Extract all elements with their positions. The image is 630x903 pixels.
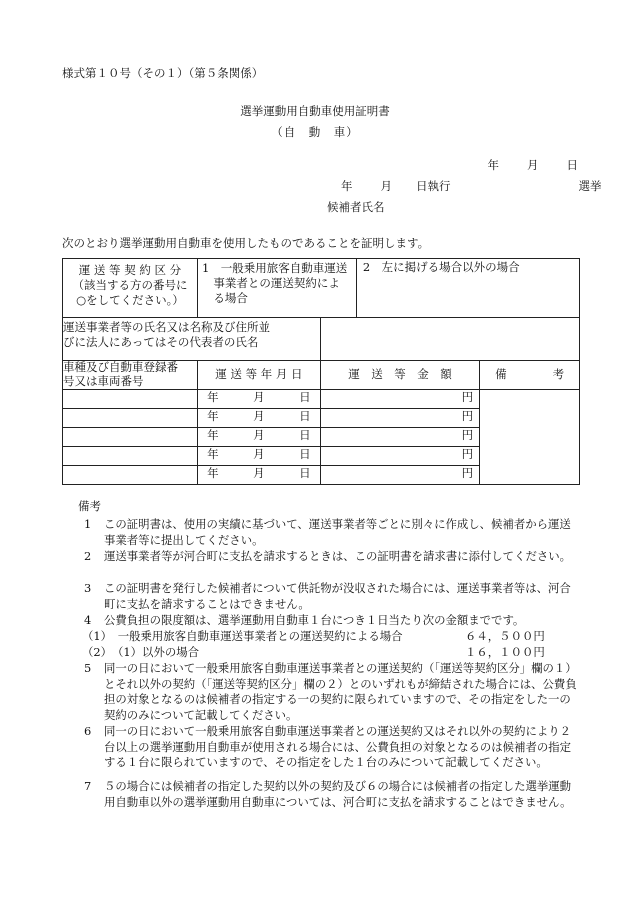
remarks-header: 備 考 bbox=[480, 361, 580, 390]
date-cell[interactable]: 年 月 日 bbox=[197, 389, 320, 408]
note-5: 5 同一の日において一般乗用旅客自動車運送事業者との運送契約（「運送等契約区分」欄の１）とそれ以外の契約（「運送等契約区分」欄の２）とのいずれもが締結された場合には、公費負担の対象となるのは候補者の指定する一の契約に限られていますので、その指定をした一の契約のみについて記載してください。 bbox=[84, 661, 577, 722]
note-1: 1 この証明書は、使用の実績に基づいて、運送事業者等ごとに別々に作成し、候補者から運送事業者等に提出してください。 bbox=[84, 517, 571, 547]
limit-1: （1） 一般乗用旅客自動車運送事業者との運送契約による場合 ６４，５００円 bbox=[82, 629, 545, 643]
election-execution-line bbox=[341, 179, 602, 194]
date-cell[interactable]: 年 月 日 bbox=[197, 446, 320, 465]
date-cell[interactable]: 年 月 日 bbox=[197, 465, 320, 484]
date-cell[interactable]: 年 月 日 bbox=[197, 427, 320, 446]
note-3: 3 この証明書を発行した候補者について供託物が没収された場合には、運送事業者等は、河合町に支払を請求することはできません。 bbox=[84, 581, 571, 611]
amount-cell[interactable]: 円 bbox=[320, 427, 479, 446]
contract-option-1[interactable]: 1 一般乗用旅客自動車運送 事業者との運送契約によ る場合 bbox=[197, 259, 356, 318]
amount-cell[interactable]: 円 bbox=[320, 465, 479, 484]
usage-table bbox=[62, 258, 580, 485]
date-day: 日 bbox=[566, 158, 578, 172]
amount-cell[interactable]: 円 bbox=[320, 389, 479, 408]
vehicle-cell[interactable] bbox=[63, 408, 198, 427]
amount-cell[interactable]: 円 bbox=[320, 408, 479, 427]
exec-year: 年 bbox=[341, 179, 353, 193]
vehicle-cell[interactable] bbox=[63, 446, 198, 465]
issue-date-line bbox=[488, 158, 579, 173]
remarks-cell[interactable] bbox=[480, 389, 580, 484]
date-cell[interactable]: 年 月 日 bbox=[197, 408, 320, 427]
vehicle-cell[interactable] bbox=[63, 427, 198, 446]
exec-month: 月 bbox=[380, 179, 392, 193]
date-year: 年 bbox=[487, 158, 499, 172]
limit-2: （2） （1）以外の場合 １６，１００円 bbox=[82, 645, 545, 659]
date-month: 月 bbox=[527, 158, 539, 172]
exec-day: 日執行 bbox=[416, 179, 451, 193]
notes-title: 備考 bbox=[78, 499, 101, 513]
note-2: 2 運送事業者等が河合町に支払を請求するときは、この証明書を請求書に添付してください。 bbox=[84, 549, 572, 563]
vehicle-cell[interactable] bbox=[63, 465, 198, 484]
contract-option-2[interactable]: 2 左に掲げる場合以外の場合 bbox=[356, 259, 579, 318]
note-7: 7 ５の場合には候補者の指定した契約以外の契約及び６の場合には候補者の指定した選挙運動用自動車以外の選挙運動用自動車については、河合町に支払を請求することはできません。 bbox=[84, 779, 572, 809]
contract-type-label: 運 送 等 契 約 区 分 （該当する方の番号に ○をしてください。） bbox=[63, 259, 198, 318]
vehicle-header: 車種及び自動車登録番 号又は車両番号 bbox=[63, 361, 198, 390]
vehicle-cell[interactable] bbox=[63, 389, 198, 408]
intro-text: 次のとおり選挙運動用自動車を使用したものであることを証明します。 bbox=[62, 236, 430, 250]
document-title: 選挙運動用自動車使用証明書 bbox=[240, 104, 390, 118]
election-label: 選挙 bbox=[578, 179, 602, 193]
note-4: 4 公費負担の限度額は、選挙運動用自動車１台につき１日当たり次の金額までです。 bbox=[84, 613, 525, 627]
date-header: 運 送 等 年 月 日 bbox=[197, 361, 320, 390]
operator-name-label: 運送事業者等の氏名又は名称及び住所並 びに法人にあってはその代表者の氏名 bbox=[63, 318, 321, 361]
document-subtitle: （自 動 車） bbox=[271, 125, 359, 139]
amount-cell[interactable]: 円 bbox=[320, 446, 479, 465]
form-number: 様式第１０号（その１）（第５条関係） bbox=[62, 66, 264, 80]
candidate-name-label: 候補者氏名 bbox=[327, 200, 385, 214]
note-6: 6 同一の日において一般乗用旅客自動車運送事業者との運送契約又はそれ以外の契約により２台以上の選挙運動用自動車が使用される場合には、公費負担の対象となるのは候補者の指定する１台に限られていますので、その指定をした１台のみについて記載してください。 bbox=[84, 724, 572, 769]
amount-header: 運 送 等 金 額 bbox=[320, 361, 479, 390]
operator-name-field[interactable] bbox=[320, 318, 579, 361]
